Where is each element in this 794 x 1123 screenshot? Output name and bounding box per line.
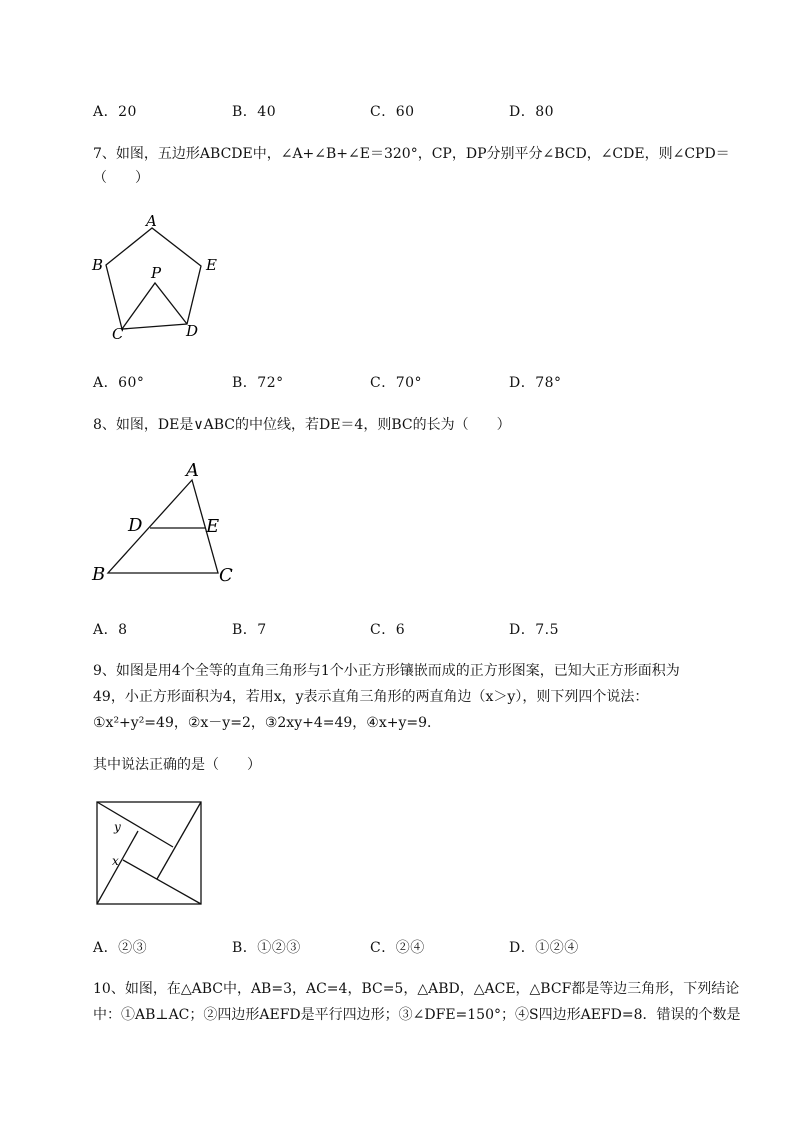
label-b: B [92,256,104,274]
q9-stem-line2: 49，小正方形面积为4，若用x，y表示直角三角形的两直角边（x＞y），则下列四个说法： [93,689,649,705]
label-y: y [114,820,121,834]
q6-option-a: A．20 [93,104,137,120]
q10-stem-line1: 10、如图，在△ABC中，AB=3，AC=4，BC=5，△ABD，△ACE，△BCF都是等边三角形，下列结论 [93,981,740,997]
label-a: A [186,460,199,481]
q8-option-d: D．7.5 [509,622,559,638]
q9-option-d: D．①②④ [509,940,579,956]
q9-option-b: B．①②③ [232,940,301,956]
q8-triangle-figure [88,455,238,587]
label-c: C [219,565,233,586]
label-d: D [128,515,143,536]
triangle-abc [108,480,218,573]
q8-option-a: A．8 [93,622,128,638]
q10-stem-line2: 中：①AB⊥AC；②四边形AEFD是平行四边形；③∠DFE=150°；④S四边形AEFD=8．错误的个数是 [93,1007,741,1023]
q6-option-b: B．40 [232,104,277,120]
q9-stem-line3: ①x²+y²=49，②x－y=2，③2xy+4=49，④x+y=9． [93,715,442,731]
q9-square-figure [93,799,205,907]
q9-option-a: A．②③ [93,940,148,956]
q7-option-b: B．72° [232,375,284,391]
q7-stem-line2: （ ） [93,170,149,186]
q7-option-a: A．60° [93,375,145,391]
q9-stem-line4: 其中说法正确的是（ ） [93,757,261,773]
q9-option-c: C．②④ [370,940,425,956]
triangle-cpd [122,283,187,329]
q9-stem-line1: 9、如图是用4个全等的直角三角形与1个小正方形镶嵌而成的正方形图案，已知大正方形面积为 [93,663,680,679]
label-p: P [151,264,162,282]
q8-option-b: B．7 [232,622,267,638]
q8-stem-line1: 8、如图，DE是∨ABC的中位线，若DE＝4，则BC的长为（ ） [93,417,511,433]
label-x: x [112,854,119,868]
q7-option-c: C．70° [370,375,423,391]
label-d: D [186,322,199,340]
label-e: E [206,256,217,274]
q7-option-d: D．78° [509,375,562,391]
label-a: A [146,212,157,230]
label-c: C [112,325,124,343]
q7-stem-line1: 7、如图，五边形ABCDE中，∠A+∠B+∠E＝320°，CP，DP分别平分∠BCD，∠CDE，则∠CPD＝ [93,146,730,162]
label-e: E [206,516,220,537]
q6-option-d: D．80 [509,104,555,120]
outer-square [97,802,201,904]
q6-option-c: C．60 [370,104,415,120]
q8-option-c: C．6 [370,622,406,638]
label-b: B [92,564,106,585]
q7-pentagon-figure [88,208,228,346]
